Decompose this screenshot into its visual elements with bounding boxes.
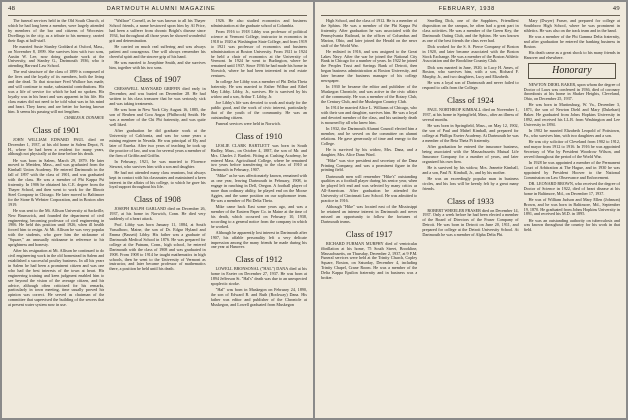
obituary-paragraph: Dick was married in June, 1920, to Lucy H. Ames, of Boston, who survives him, with a son, Richard F. Murphy, Jr., and two daughters, Lucy and Elizabeth. [422,64,519,80]
right-running-title: FEBRUARY, 1938 [438,6,496,12]
obituary-paragraph: "Wallace" Cornell, as he was known to all his Thayer School friends, a name bestowed upon him by Al Price, had been a sufferer from chronic Bright's disease since 1934, but throughout all those years he showed wonderful grit and determination. [109,19,206,43]
obituary-paragraph: He was a loyal son of Dartmouth and never failed to respond to calls from the College. [422,80,519,91]
obituary-paragraph: Mary (Dwyer) Fraser, and prepared for college at Southboro High School, where he was prominent in athletics. He was also on the track team and in the band. [523,19,620,33]
right-page-number: 49 [612,5,620,12]
obituary-paragraph: After graduation he entered the insurance business, being associated with the Massachusetts Mutual Life Insurance Company for a number of years, and later organized his own firm. [422,143,519,164]
obituary-paragraph: He was of William Judson and Mary Ellen (Johnson) Brown, and he was born in Baltimore, Md., September 19, 1870. He graduated from Johns Hopkins University in 1891, and received his M.D. in 1895. [523,196,620,217]
obituary-paragraph: The funeral services held in the Old South Church, of which he had long been a member, were largely attended by members of the bar and citizens of Worcester. Dwellings in the city, as a tribute to his memory, carried their flags at half-staff. [8,19,105,43]
obituary-paragraph: PAUL NORTHROP KIMBALL died on November 1, 1937, at his home in Springfield, Mass., after an illness of several months. [422,107,519,123]
obituary-paragraph: He enlisted in 1916, and was assigned to the Great Lakes Navy. After the war he joined the National City Bank in Chicago for a number of years. In 1922 he joined the Peoples Trust and Savings Bank of Detroit, then began business administration at Boston University, and later became the business manager of his college newspaper. [321,48,418,84]
obituary-paragraph: He had not attended many class reunions, but always kept in contact with his classmates and maintained a keen interest in the affairs of his college, to which he gave his loyal support throughout his life. [109,169,206,190]
obituary-paragraph: His death came as a great shock to his many friends in Hanover and elsewhere. [523,49,620,60]
obituary-paragraph: He is survived by his widow, Mrs. Jeanette Kimball, and a son, Paul N. Kimball, Jr., and by his mother. [422,164,519,175]
class-heading: Class of 1924 [447,95,494,106]
obituary-paragraph: He carried on much real suffering and was always patient and courageous. One will always remember his cheerful spirit and the sincere grip of his hand. [109,43,206,59]
left-column-2 [109,19,205,418]
obituary-paragraph: He was born in Springfield, Mass., on May 12, 1902, the son of Paul and Mabel Kimball, and prepared for college at Phillips Exeter Academy. At Dartmouth he was a member of the Beta Theta Pi fraternity. [422,123,519,143]
obituary-paragraph: In 1914 he married Alice L. Williams of Chicago, who with their son and daughter, survives him. He was a loyal and devoted member of the class, and his untimely death is mourned by all who knew him. [321,104,418,125]
obituary-paragraph: ROBERT WHEELER FRASER died on December 14, 1937. Only a week before he had been elected a member of the Board of Directors of the Fraser Company of Detroit. He was born in Detroit on June 20, 1911, and prepared for college at the Detroit University School. At Dartmouth he was a member of Alpha Delta Phi. [422,207,519,238]
class-heading: Class of 1933 [447,195,494,206]
right-column-1 [321,19,417,418]
right-columns [321,19,620,418]
obituary-paragraph: LOWELL BRONSONAL ("HAL") DANA died at his home in Exeter on December 27, 1937. He was born at 1894 Jefferson St. "Hal's" death was due to an unexpected apoplectic stroke. [210,266,307,287]
obituary-paragraph: "Mike" as he was affectionately known, remained with us one year, leaving Dartmouth in February, 1908, to engage in ranching in Dell, Oregon. A football player of more than ordinary ability, he played end on the Moose Aggies, and the same position on our sophomore team. He was a member of Phi Delta Theta. [210,173,307,203]
obituary-paragraph: From 1916 to 1918 Libby was professor of political science at Vermont College, instructor in economics in 1918 to 1920 at Washington State College, and from 1919 to 1921 was professor of economics and business administration at Boston University. From 1921 to 1924 he held a chair of economics at the University of Vermont. In 1924 he went to Burlington, where he remained until 1937. Since 1936 he had made his home in Norwich, where he had been interested in real estate ventures. [210,29,307,79]
obituary-paragraph: He was sent to the Mt. Allison University at Sackville, New Brunswick, and founded the department of civil engineering, becoming professor of civil engineering in 1906. He held this position until 1926, when ill health forced him to resign. At Mt. Allison he was very popular with the students, who gave him the nickname of "Square," an unusually nickname in reference to his uprightness and honesty. [8,207,105,248]
obituary-paragraph: He was born in Martinsburg, W. Va., December 3, 1871, the son of Newton Diehl and Mary (Dukehart) Baker. He graduated from Johns Hopkins University in 1892, and received his LL.B. from Washington and Lee University in 1894. [523,102,620,128]
obituary-paragraph: After graduation he did graduate work at the University of California, and was for some years a mining engineer in Nevada. He was principal of Ely and later of Eureka. After two years of teaching he took up the practice of law, and was for several years a member of the firm of Griffin and Griffin. [109,128,206,158]
obituary-paragraph: LESLIE CLARK BARTLETT was born in South Hadley, Mass., on October 4, 1887, the son of Mr. and Mrs. Charles J. Bartlett. Fitting at Cushing Academy, he entered Mass. Agricultural College, where he remained two years before transferring to the class of 1910 at Dartmouth in February, 1907. [210,142,307,173]
obituary-paragraph: RICHARD FURMAN MURPHY died of ventricular fibrillation at his home, 75 South Street, Brookline, Massachusetts, on Thursday, December 2, 1937, at 9 P.M. Funeral services were held at the Trinity Church, Copley Square, Boston, on Saturday, December 4, including Trinity Chapel, Crane Room. He was a member of the Delta Kappa Epsilon fraternity and in business was a broker. [321,240,418,281]
obituary-paragraph: In college Joe Libby was a member of Phi Delta Theta fraternity. He was married to Esther Wilbur and Ethel May Libby. Libby, Jr., survives. He is survived by his widow and a son, Arthur T. Libby, Jr. [210,79,307,99]
obituary-paragraph: Funeral services were held in Norwich. [215,120,281,126]
obituary-paragraph: DR. LEONARD BROWN, who received the degree of Doctor of Science in 1922, died of heart disease at his home in Baltimore, Md., on December 17, 1937. [523,180,620,196]
obituary-paragraph: He married Susie Stanley Goddard at Oxford, Mass., on November 8, 1899. She survives him with two sons, Austin W. Lee, now doing graduate work at the University, and Stanley G., Dartmouth 1936, who is attending Harvard Law School. [8,43,105,69]
obituary-paragraph: Joe Libby's life was devoted to work and study for the public good, and the work of civic interest, particularly that of the youth of the community. He was an outstanding citizen. [210,100,307,120]
left-running-head [8,5,307,16]
obituary-paragraph: In 1928 he was appointed a member of the Permanent Court of Arbitration at The Hague, and in 1930 he was appointed by President Hoover to the National Commission on Law Observance and Enforcement. [523,159,620,180]
class-heading: Class of 1901 [32,124,80,135]
right-running-head [321,5,620,16]
obituary-paragraph: He was born in Salem, March 29, 1879. He later moved to Meriden, Mass., and was graduated from the Kimball Union Academy. He entered Dartmouth in the fall of 1897 with the class of 1901, and was graduated with the class. He was a member of Phi Kappa Psi fraternity. In 1906 he obtained his C.E. degree from the Thayer School, and then went to work for the Illinois Steel Company in Chicago. He later moved to Baltimore for the Stone & Webster Corporation, and in Boston after 1919. [8,157,105,207]
left-column-1 [8,19,104,418]
obituary-paragraph: He was an outstanding authority on tuberculosis and was known throughout the country for his work in that field. [523,217,620,233]
left-columns [8,19,307,418]
obituary-paragraph: He was a member of the Phi Gamma Delta fraternity, and after graduation he entered the banking business in Boston. [523,33,620,49]
obituary-paragraph: In 1902 he married Elizabeth Leopold of Pottstown, Pa., who survives him, with two daughters and a son. [523,128,620,139]
obituary-paragraph: Dick worked for the S. S. Pierce Company of Boston in 1920, and later became associated with the Boston Stock Exchange. He was a member of the Boston Athletic Association and the Brookline Country Club. [422,43,519,64]
obituary-paragraph: Although "Hike" was located east of the Mississippi he retained an intense interest in Dartmouth and never missed an opportunity to follow the fortunes of Dartmouth teams. [321,204,418,224]
class-heading: Class of 1910 [235,130,283,141]
right-column-3 [524,19,620,418]
class-heading: Class of 1912 [235,254,283,265]
signature: CHARLES H. DONAHUE [64,115,105,120]
left-column-3 [211,19,307,418]
obituary-paragraph: Prof. Libby was born January 11, 1884, at South Vassalboro, Maine, the son of Dr. Edgar Hyland and Emma (Bassett) Libby. His father was a graduate of Dartmouth Medical School in 1876. He was prepared for college at the Putnam, Conn., high school, he entered Dartmouth with the class of 1908 and was graduated in 1908. From 1908 to 1914 he taught mathematics in high schools, then he went to the University of Vermont as instructor, and later became professor of mathematics there, a position he held until his death. [109,222,206,272]
obituary-paragraph: "Hike" was vice president and secretary of the Dana Printing Company, and was a prominent figure in the printing field. [321,157,418,173]
left-page [2,2,313,418]
obituary-paragraph: JOHN WILLIAM EDWARD PAUL died on December 1, 1937, at his old home in Salem Depot, N. H., where he had been a resident for many years, although not physically at the time before his death. [8,136,105,157]
obituary-paragraph: He is survived by his widow, Mrs. Dana, and a daughter, Mrs. Alice Dana Ward. [321,146,418,157]
right-page [315,2,626,418]
obituary-paragraph: High School, and the class of 1912. He is a member of the Sphinx. He was a member of the Phi Kappa Psi fraternity. After graduation he was associated with the Pennsylvania Railroad, in the offices of Columbus and Marion, Ohio, and later joined the Herald on the news staff of the World War. [321,19,418,48]
obituary-paragraph: He was an exceedingly popular man in business circles, and his loss will be keenly felt by a great many friends. [422,175,519,191]
obituary-paragraph: The real structure of the class of 1899 is composed of the lives and the loyalty of its members, both the living and the dead. To that structure Fred Wallace has made, and will continue to make, substantial contributions. His was a life of service for which he had no spoken. His loyalty was in his heart and was apparent in his life. His class mates did not need to be told what was in his mind and heart. They knew, and are better for having known him. It seems his passing will not lengthen. [8,69,105,114]
left-running-title: DARTMOUTH ALUMNI MAGAZINE [106,6,216,12]
obituary-paragraph: He was married to Josephine Smith, and she survives him, together with his two sons. [109,59,206,70]
obituary-paragraph: NEWTON DIEHL BAKER, upon whom the degree of Doctor of Laws was conferred in 1936, died of coronary thrombosis at his home in Shaker Heights, Cleveland, Ohio, on December 25, 1937. [523,81,620,102]
class-heading: Class of 1907 [134,74,181,85]
obituary-paragraph: CRESSWELL MAYNARD GRIFFIN died early in December, and was buried on December 28. He had written to his class treasurer that he was seriously sick and was taking treatments. [109,86,206,107]
obituary-paragraph: He was city solicitor of Cleveland from 1902 to 1912, and mayor from 1912 to 1916. In 1916 he was appointed Secretary of War by President Woodrow Wilson, and served throughout the period of the World War. [523,139,620,159]
obituary-paragraph: Smelling Dick, one of the Sapphires, Friendliest disposition on the campus, he often had a great part in class activities. He was a member of the Green Key, the Dartmouth Outing Club, and the Sphinx. He was known as one of the best friends the class ever had. [422,19,519,43]
class-heading: Class of 1917 [345,228,393,239]
right-column-2 [422,19,518,418]
class-heading: Class of 1908 [134,194,181,205]
obituary-paragraph: "Hal" was born in Muskegon on February 24, 1890, the son of Edward B. and Ruth (Rockway) Dana. His father was editor and publisher of the Chronicle at Muskegon, and Lowell graduated from Muskegon [210,287,307,307]
left-page-number: 48 [8,5,16,12]
obituary-paragraph: In February, 1921, he was married to Florence Stewart, who survives him with a son and daughter. [109,158,206,169]
obituary-paragraph: After his resignation at Mt. Allison he continued to do civil engineering work in the old homestead in Salem and established a successful poultry business. In all his years in Salem he had been a prominent citizen and was one who had the best interests of the town at heart. His engineering training and keen judgment enabled him to see beyond the vision of the average citizen, and his advice, although often criticized for his remarks, particularly in town meeting, time usually proved his opinion was correct. He served as chairman of the committee that supervised the building of the sewers that at present water system now in use. [8,248,105,308]
obituary-paragraph: Dartmouth men will remember "Hike's" outstanding qualities as a football player during his senior year, when he played left end and was selected by many critics as All-American. After graduation he attended the University of Cincinnati Law School. He was admitted to practice in 1916. [321,173,418,204]
obituary-paragraph: Mike came back East some years ago, and was a member of the Eastern Paper Co. in Maine at the time of his death, which occurred on February 10, 1938, according to a general notice from the company in which he worked. [210,204,307,229]
obituary-paragraph: Although he apparently lost interest in Dartmouth after 1907, his affable personality left a very delicate impression among the many friends he made during his one year at Hanover. [210,229,307,250]
section-box-heading: Honorary [528,63,616,79]
obituary-paragraph: JOSEPH RALPH GARLAND died on December 26, 1937, at his home in Norwich, Conn. He died very suddenly of a heart attack. [109,206,206,222]
obituary-paragraph: He was born in New York City August 16, 1885, the son of Reuben and Cora Angus (Philbrook) Smith. He was a member of the Chi Phi fraternity, and was quite well liked. [109,107,206,127]
obituary-paragraph: In 1932, the Dartmouth Alumni Council elected him a member, and he served on the committee on alumni relations. He gave generously of time and energy to the College. [321,125,418,146]
obituary-paragraph: In 1930 he became the editor and publisher of the Muskegon Chronicle, and was active in the civic affairs of the community. He was a member of the Rotary Club, the Century Club, and the Muskegon Country Club. [321,84,418,104]
obituary-paragraph: 1926. He also studied economics and business administration at the graduate school at Columbia. [210,19,307,28]
